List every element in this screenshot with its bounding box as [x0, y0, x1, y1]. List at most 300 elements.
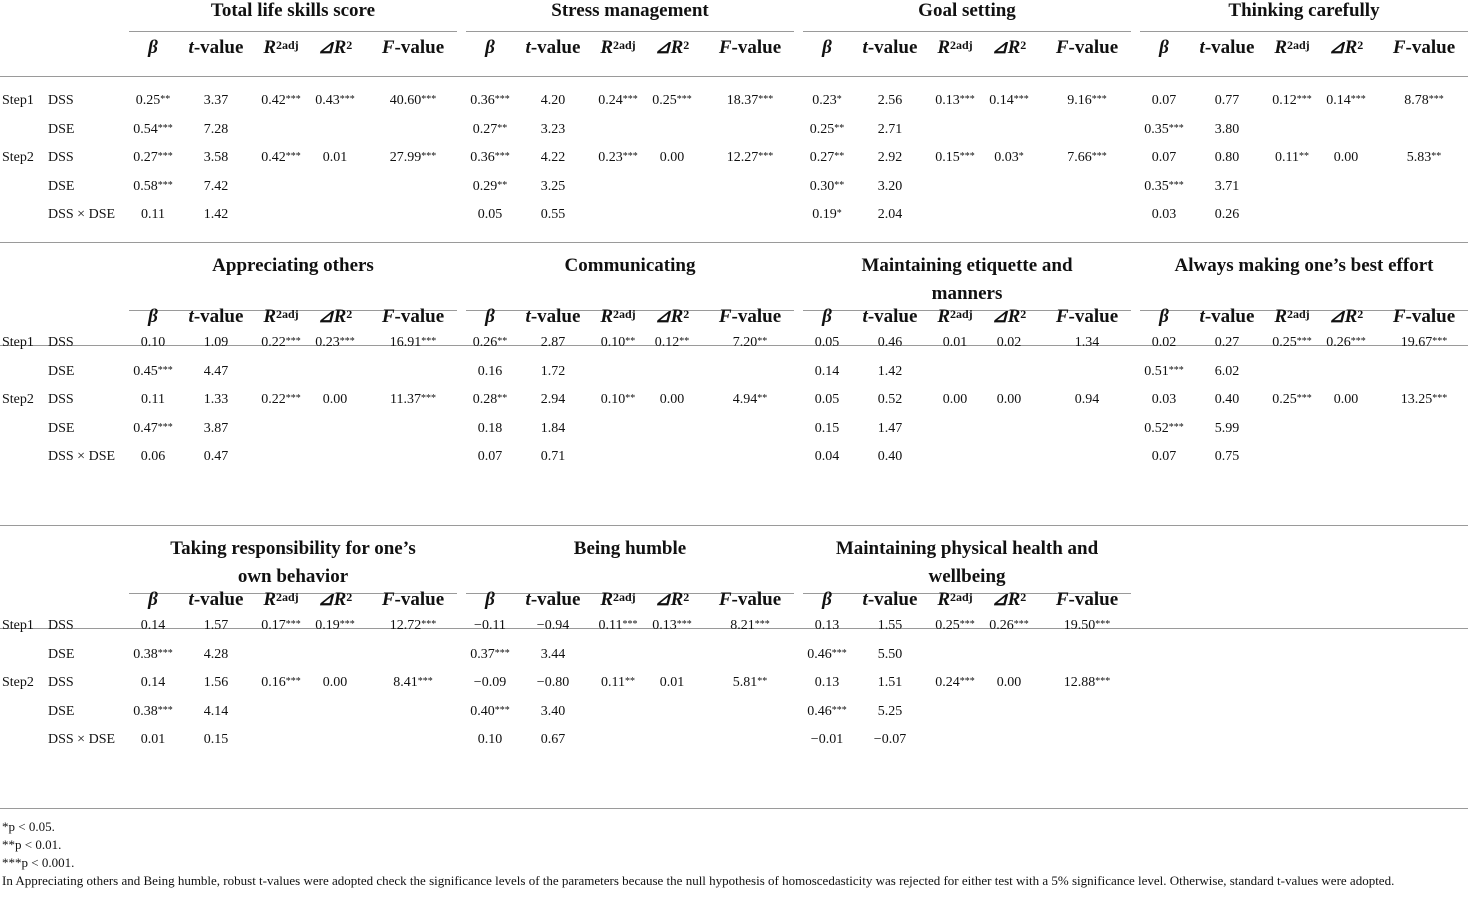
cell-value: 0.11 [141, 207, 165, 223]
col-header-beta-part: β [485, 589, 495, 610]
significance-mark: *** [831, 704, 847, 716]
cell-value: 4.47 [203, 363, 229, 379]
cell-value: 0.23 [315, 335, 340, 350]
col-header-t-value-part: -value [193, 589, 244, 610]
col-header-beta-part: β [822, 589, 832, 610]
table-cell [295, 92, 375, 110]
cell-value: 0.46 [877, 335, 903, 350]
col-header-beta-part: β [148, 37, 158, 58]
cell-value: 0.15 [203, 732, 229, 748]
significance-mark: *** [421, 619, 437, 630]
col-header-t-value-part: t [525, 306, 531, 327]
significance-mark: *** [1432, 393, 1448, 405]
cell-value: 3.20 [877, 178, 903, 194]
table-cell [513, 731, 593, 749]
section-title-line: Appreciating others [212, 255, 374, 276]
table-cell [1047, 617, 1127, 635]
col-header-delta-r2-part: ⊿R [654, 37, 684, 58]
cell-value: 0.03 [1151, 207, 1177, 223]
cell-value: 0.26 [472, 335, 498, 350]
table-cell [850, 363, 930, 381]
section-title [129, 252, 457, 280]
col-header-beta-part: β [1159, 306, 1169, 327]
cell-value: 0.47 [133, 420, 158, 436]
cell-value: 4.94 [732, 392, 758, 408]
significance-mark: *** [421, 94, 437, 105]
col-header-delta-r2 [1306, 305, 1386, 329]
significance-mark: *** [622, 151, 638, 163]
col-header-f-value [1047, 588, 1127, 612]
cell-value: 0.77 [1214, 93, 1240, 108]
col-header-t-value-part: -value [193, 306, 244, 327]
cell-value: 0.14 [814, 363, 840, 379]
table-cell [850, 448, 930, 466]
col-header-delta-r2-part: ⊿R [1328, 37, 1358, 58]
table-cell [632, 92, 712, 110]
significance-mark: * [1018, 151, 1024, 163]
cell-value: 0.16 [477, 363, 503, 379]
table-cell [1187, 206, 1267, 224]
col-header-r2adj-part: R [1274, 37, 1287, 58]
significance-mark: ** [1431, 151, 1442, 163]
cell-value: 4.20 [540, 93, 566, 108]
table-cell [969, 391, 1049, 409]
table-cell [513, 420, 593, 438]
cell-value: 3.80 [1214, 121, 1240, 137]
significance-mark: ** [1298, 151, 1309, 163]
col-header-f-value [710, 305, 790, 329]
cell-value: 0.00 [1333, 392, 1359, 408]
table-bottom-rule [0, 808, 1468, 809]
cell-value: 0.05 [814, 392, 840, 408]
section-underline [466, 31, 794, 32]
col-header-delta-r2-part: ⊿R [317, 589, 347, 610]
cell-value: 0.46 [807, 703, 832, 719]
section-title-line: wellbeing [928, 566, 1006, 587]
table-cell [1187, 363, 1267, 381]
significance-mark: *** [959, 619, 975, 630]
significance-mark: *** [1296, 94, 1312, 105]
col-header-t-value-part: t [188, 589, 194, 610]
col-header-delta-r2-part: 2 [683, 590, 690, 604]
significance-mark: *** [758, 94, 774, 105]
col-header-delta-r2-part: ⊿R [991, 589, 1021, 610]
col-header-r2adj-part: 2adj [950, 38, 973, 52]
col-header-t-value-part: t [188, 306, 194, 327]
significance-mark: *** [1168, 179, 1184, 191]
cell-value: 0.29 [472, 178, 498, 194]
cell-value: 1.33 [203, 392, 229, 408]
significance-mark: *** [676, 619, 692, 630]
cell-value: 0.26 [1326, 335, 1351, 350]
col-header-delta-r2 [295, 305, 375, 329]
table-cell [710, 149, 790, 167]
col-header-t-value-part: t [862, 589, 868, 610]
significance-mark: *** [1168, 364, 1184, 376]
cell-value: 1.42 [877, 363, 903, 379]
cell-value: 2.94 [540, 392, 566, 408]
col-header-beta-part: β [822, 37, 832, 58]
cell-value: 1.55 [877, 618, 903, 633]
table-cell [850, 703, 930, 721]
col-header-delta-r2 [969, 36, 1049, 60]
cell-value: 0.40 [877, 449, 903, 465]
section-title [129, 535, 457, 591]
col-header-f-value-part: F [1392, 306, 1406, 327]
col-header-f-value-part: -value [1405, 306, 1456, 327]
significance-mark: *** [1013, 619, 1029, 630]
table-cell [513, 363, 593, 381]
cell-value: 1.57 [203, 618, 229, 633]
cell-value: 16.91 [389, 335, 422, 350]
section-title-line: Always making one’s best effort [1174, 255, 1434, 276]
section-title-line: Maintaining physical health and [835, 538, 1099, 559]
col-header-delta-r2-part: ⊿R [991, 37, 1021, 58]
col-header-delta-r2-part: 2 [1357, 307, 1364, 321]
cell-value: 0.40 [470, 703, 495, 719]
significance-mark: *** [421, 336, 437, 347]
col-header-t-value-part: -value [530, 306, 581, 327]
significance-mark: *** [285, 393, 301, 405]
table-cell [176, 363, 256, 381]
cell-value: 9.16 [1067, 93, 1092, 108]
cell-value: 0.13 [814, 675, 840, 691]
section-title-line: Stress management [551, 0, 709, 21]
table-cell [969, 617, 1049, 635]
significance-mark: *** [157, 647, 173, 659]
table-cell [710, 334, 790, 352]
table-cell [710, 617, 790, 635]
col-header-f-value [1047, 36, 1127, 60]
col-header-r2adj-part: 2adj [1287, 38, 1310, 52]
cell-value: 0.45 [133, 363, 158, 379]
cell-value: 8.78 [1404, 93, 1429, 108]
col-header-f-value-part: -value [731, 37, 782, 58]
col-header-r2adj-part: R [263, 589, 276, 610]
cell-value: 0.25 [1272, 392, 1297, 408]
table-cell [969, 92, 1049, 110]
section-title-line: Being humble [573, 538, 687, 559]
table-cell [1384, 391, 1464, 409]
row-label-dss: DSS [48, 335, 74, 350]
cell-value: 3.25 [540, 178, 566, 194]
significance-mark: *** [494, 94, 510, 105]
cell-value: 2.92 [877, 150, 903, 166]
step-label: Step2 [2, 150, 34, 166]
cell-value: 40.60 [389, 93, 422, 108]
cell-value: 0.28 [472, 392, 498, 408]
table-cell [1047, 391, 1127, 409]
cell-value: 0.80 [1214, 150, 1240, 166]
col-header-delta-r2 [969, 305, 1049, 329]
col-header-r2adj-part: R [937, 589, 950, 610]
row-label-dse: DSE [48, 703, 75, 719]
significance-mark: *** [754, 619, 770, 630]
table-cell [295, 617, 375, 635]
table-cell [850, 731, 930, 749]
section-underline [1140, 31, 1468, 32]
cell-value: 0.38 [133, 703, 158, 719]
significance-mark: *** [339, 94, 355, 105]
col-header-delta-r2 [632, 588, 712, 612]
table-cell [632, 334, 712, 352]
col-header-delta-r2-part: ⊿R [991, 306, 1021, 327]
table-cell [176, 420, 256, 438]
table-cell [513, 121, 593, 139]
cell-value: 27.99 [389, 150, 422, 166]
table-cell [632, 674, 712, 692]
table-cell [1047, 149, 1127, 167]
table-cell [176, 646, 256, 664]
col-header-r2adj-part: 2adj [276, 307, 299, 321]
cell-value: 0.10 [140, 335, 166, 350]
significance-mark: *** [494, 151, 510, 163]
table-cell [513, 703, 593, 721]
col-header-t-value-part: t [862, 306, 868, 327]
table-cell [1047, 334, 1127, 352]
table-cell [850, 646, 930, 664]
table-cell [176, 731, 256, 749]
significance-mark: *** [758, 151, 774, 163]
section-title [466, 252, 794, 280]
significance-mark: *** [1168, 421, 1184, 433]
col-header-f-value [1384, 305, 1464, 329]
significance-mark: *** [1296, 336, 1312, 347]
table-cell [632, 617, 712, 635]
col-header-f-value [710, 588, 790, 612]
cell-value: 0.00 [996, 675, 1022, 691]
section-title-line: Maintaining etiquette and [861, 255, 1073, 276]
cell-value: 3.37 [203, 93, 229, 108]
cell-value: 0.23 [598, 150, 623, 166]
col-header-f-value-part: F [718, 37, 732, 58]
col-header-r2adj-part: R [263, 306, 276, 327]
section-title-line: Thinking carefully [1228, 0, 1380, 21]
col-header-f-value [373, 36, 453, 60]
significance-mark: *** [1095, 676, 1111, 688]
significance-mark: *** [285, 94, 301, 105]
col-header-delta-r2-part: ⊿R [317, 306, 347, 327]
significance-mark: * [836, 208, 842, 220]
cell-value: 7.42 [203, 178, 229, 194]
table-cell [850, 420, 930, 438]
table-cell [373, 674, 453, 692]
section-title [803, 0, 1131, 25]
cell-value: 2.56 [877, 93, 903, 108]
col-header-delta-r2 [295, 588, 375, 612]
footnote: **p < 0.01. [2, 837, 62, 852]
cell-value: −0.01 [810, 732, 844, 748]
cell-value: 0.13 [814, 618, 840, 633]
cell-value: 0.10 [600, 335, 626, 350]
cell-value: 11.37 [390, 392, 421, 408]
row-label-interaction: DSS × DSE [48, 732, 116, 748]
section-title-line: own behavior [237, 566, 349, 587]
significance-mark: ** [497, 393, 508, 405]
table-cell [710, 92, 790, 110]
table-cell [1187, 178, 1267, 196]
significance-mark: ** [160, 94, 171, 105]
table-cell [295, 674, 375, 692]
col-header-r2adj-part: 2adj [950, 307, 973, 321]
col-header-r2adj-part: 2adj [950, 590, 973, 604]
table-cell [373, 92, 453, 110]
cell-value: 0.36 [470, 93, 495, 108]
cell-value: 1.34 [1074, 335, 1100, 350]
cell-value: 0.58 [133, 178, 158, 194]
significance-mark: *** [1296, 393, 1312, 405]
significance-mark: * [836, 94, 842, 105]
cell-value: 0.35 [1144, 121, 1169, 137]
cell-value: 0.11 [598, 618, 623, 633]
significance-mark: *** [285, 619, 301, 630]
section-underline [803, 31, 1131, 32]
col-header-f-value-part: -value [731, 306, 782, 327]
cell-value: 0.25 [1272, 335, 1297, 350]
table-cell [1384, 149, 1464, 167]
cell-value: 4.22 [540, 150, 566, 166]
significance-mark: ** [834, 179, 845, 191]
col-header-f-value-part: F [381, 306, 395, 327]
cell-value: 0.37 [470, 646, 495, 662]
col-header-r2adj-part: 2adj [613, 307, 636, 321]
cell-value: 0.01 [322, 150, 348, 166]
cell-value: 0.51 [1144, 363, 1169, 379]
cell-value: 0.00 [322, 675, 348, 691]
col-header-f-value-part: -value [1068, 306, 1119, 327]
cell-value: 0.42 [261, 93, 286, 108]
block-divider [0, 242, 1468, 243]
col-header-f-value-part: F [381, 37, 395, 58]
col-header-t-value-part: -value [530, 37, 581, 58]
cell-value: 0.07 [477, 449, 503, 465]
cell-value: 13.25 [1400, 392, 1433, 408]
col-header-t-value-part: -value [1204, 37, 1255, 58]
row-label-dss: DSS [48, 93, 74, 108]
row-label-interaction: DSS × DSE [48, 449, 116, 465]
cell-value: 0.27 [809, 150, 835, 166]
cell-value: −0.94 [536, 618, 570, 633]
section-underline [129, 31, 457, 32]
cell-value: 4.14 [203, 703, 229, 719]
cell-value: 19.67 [1400, 335, 1433, 350]
col-header-t-value-part: -value [867, 589, 918, 610]
col-header-t-value-part: -value [1204, 306, 1255, 327]
cell-value: 0.07 [1151, 93, 1177, 108]
col-header-r2adj-part: R [1274, 306, 1287, 327]
significance-mark: *** [1350, 94, 1366, 105]
step-label: Step1 [2, 618, 34, 633]
cell-value: 1.47 [877, 420, 903, 436]
table-cell [176, 206, 256, 224]
cell-value: 0.23 [812, 93, 837, 108]
significance-mark: *** [959, 151, 975, 163]
table-cell [710, 674, 790, 692]
cell-value: 0.12 [654, 335, 680, 350]
col-header-t-value-part: -value [530, 589, 581, 610]
significance-mark: ** [497, 122, 508, 134]
significance-mark: *** [959, 676, 975, 688]
significance-mark: *** [831, 647, 847, 659]
cell-value: 5.81 [732, 675, 758, 691]
significance-mark: *** [421, 151, 437, 163]
col-header-delta-r2-part: 2 [346, 590, 353, 604]
cell-value: 1.72 [540, 363, 566, 379]
col-header-f-value [710, 36, 790, 60]
significance-mark: *** [285, 336, 301, 347]
table-cell [969, 334, 1049, 352]
significance-mark: *** [339, 619, 355, 630]
col-header-t-value-part: -value [867, 306, 918, 327]
cell-value: 0.71 [540, 449, 566, 465]
cell-value: 12.72 [389, 618, 422, 633]
col-header-f-value-part: -value [1405, 37, 1456, 58]
cell-value: 0.11 [601, 675, 625, 691]
col-header-delta-r2-part: 2 [346, 38, 353, 52]
cell-value: 0.15 [935, 150, 960, 166]
col-header-r2adj-part: R [600, 37, 613, 58]
cell-value: 19.50 [1063, 618, 1096, 633]
col-header-f-value-part: F [1055, 589, 1069, 610]
table-cell [373, 617, 453, 635]
cell-value: 0.16 [261, 675, 286, 691]
cell-value: 0.26 [989, 618, 1014, 633]
col-header-t-value-part: t [862, 37, 868, 58]
table-cell [632, 149, 712, 167]
cell-value: 0.46 [807, 646, 832, 662]
row-label-dss: DSS [48, 618, 74, 633]
cell-value: −0.07 [873, 732, 907, 748]
col-header-r2adj-part: 2adj [613, 590, 636, 604]
cell-value: 0.00 [659, 392, 685, 408]
cell-value: 0.26 [1214, 207, 1240, 223]
col-header-f-value-part: F [381, 589, 395, 610]
cell-value: 5.83 [1406, 150, 1432, 166]
cell-value: 0.05 [477, 207, 503, 223]
significance-mark: *** [1428, 94, 1444, 105]
cell-value: 8.41 [393, 675, 418, 691]
row-label-dss: DSS [48, 150, 74, 166]
significance-mark: ** [757, 336, 768, 347]
cell-value: 0.02 [1151, 335, 1177, 350]
significance-mark: *** [285, 676, 301, 688]
cell-value: 1.56 [203, 675, 229, 691]
cell-value: 0.52 [1144, 420, 1169, 436]
col-header-f-value-part: -value [1068, 589, 1119, 610]
table-cell [1384, 92, 1464, 110]
row-label-dss: DSS [48, 675, 74, 691]
step-label: Step2 [2, 675, 34, 691]
cell-value: 4.28 [203, 646, 229, 662]
cell-value: 0.07 [1151, 150, 1177, 166]
cell-value: 0.30 [809, 178, 835, 194]
col-header-t-value-part: t [525, 37, 531, 58]
significance-mark: ** [757, 676, 768, 688]
table-cell [373, 334, 453, 352]
col-header-delta-r2-part: ⊿R [654, 589, 684, 610]
col-header-f-value-part: -value [394, 306, 445, 327]
table-cell [176, 178, 256, 196]
col-header-beta-part: β [485, 306, 495, 327]
cell-value: 0.14 [989, 93, 1014, 108]
significance-mark: ** [679, 336, 690, 347]
section-title [466, 0, 794, 25]
cell-value: 0.35 [1144, 178, 1169, 194]
col-header-delta-r2 [295, 36, 375, 60]
cell-value: 8.21 [730, 618, 755, 633]
cell-value: 0.25 [652, 93, 677, 108]
cell-value: 0.00 [942, 392, 968, 408]
